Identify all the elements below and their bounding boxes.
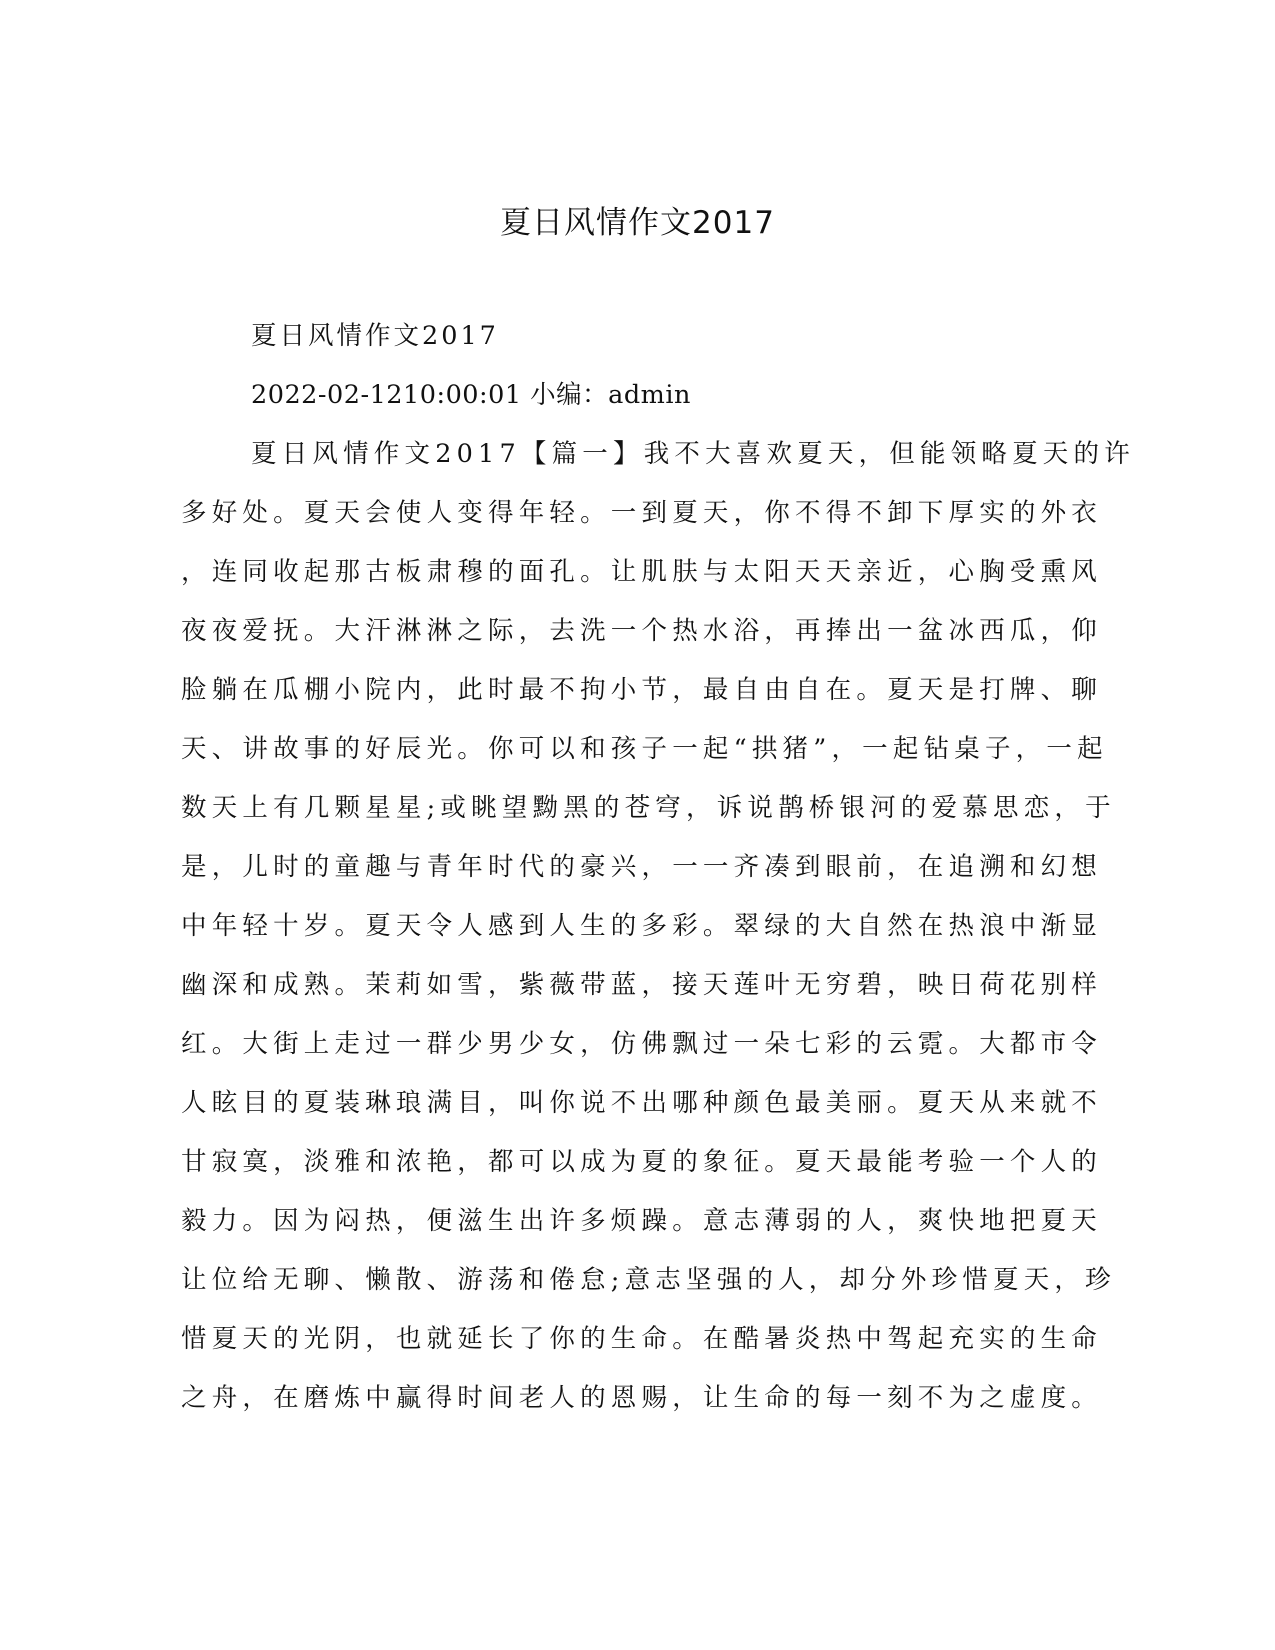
paragraph-line: 中年轻十岁。夏天令人感到人生的多彩。翠绿的大自然在热浪中渐显 xyxy=(181,911,1103,941)
paragraph-line: 人眩目的夏装琳琅满目，叫你说不出哪种颜色最美丽。夏天从来就不 xyxy=(181,1088,1103,1118)
paragraph-line: 之舟，在磨炼中赢得时间老人的恩赐，让生命的每一刻不为之虚度。 xyxy=(181,1383,1103,1413)
article-subtitle: 夏日风情作文2017 xyxy=(251,321,499,351)
paragraph-line: 毅力。因为闷热，便滋生出许多烦躁。意志薄弱的人，爽快地把夏天 xyxy=(181,1206,1103,1236)
paragraph-line: 是，儿时的童趣与青年时代的豪兴，一一齐凑到眼前，在追溯和幻想 xyxy=(181,852,1103,882)
paragraph-line: 多好处。夏天会使人变得年轻。一到夏天，你不得不卸下厚实的外衣 xyxy=(181,498,1103,528)
paragraph-line: 天、讲故事的好辰光。你可以和孩子一起“拱猪”，一起钻桌子，一起 xyxy=(181,734,1108,764)
paragraph-line: 让位给无聊、懒散、游荡和倦怠;意志坚强的人，却分外珍惜夏天，珍 xyxy=(181,1265,1116,1295)
paragraph-line: 甘寂寞，淡雅和浓艳，都可以成为夏的象征。夏天最能考验一个人的 xyxy=(181,1147,1103,1177)
paragraph-line: 夜夜爱抚。大汗淋淋之际，去洗一个热水浴，再捧出一盆冰西瓜，仰 xyxy=(181,616,1103,646)
paragraph-line: ，连同收起那古板肃穆的面孔。让肌肤与太阳天天亲近，心胸受熏风 xyxy=(181,557,1103,587)
article-meta: 2022-02-1210:00:01 小编：admin xyxy=(251,380,691,410)
document-title: 夏日风情作文2017 xyxy=(500,205,775,241)
paragraph-line: 数天上有几颗星星;或眺望黝黑的苍穹，诉说鹊桥银河的爱慕思恋，于 xyxy=(181,793,1116,823)
paragraph-line: 红。大街上走过一群少男少女，仿佛飘过一朵七彩的云霓。大都市令 xyxy=(181,1029,1103,1059)
paragraph-line: 惜夏天的光阴，也就延长了你的生命。在酷暑炎热中驾起充实的生命 xyxy=(181,1324,1103,1354)
paragraph-line: 脸躺在瓜棚小院内，此时最不拘小节，最自由自在。夏天是打牌、聊 xyxy=(181,675,1103,705)
paragraph-line: 夏日风情作文2017【篇一】我不大喜欢夏天，但能领略夏天的许 xyxy=(251,439,1135,469)
paragraph-line: 幽深和成熟。茉莉如雪，紫薇带蓝，接天莲叶无穷碧，映日荷花别样 xyxy=(181,970,1103,1000)
